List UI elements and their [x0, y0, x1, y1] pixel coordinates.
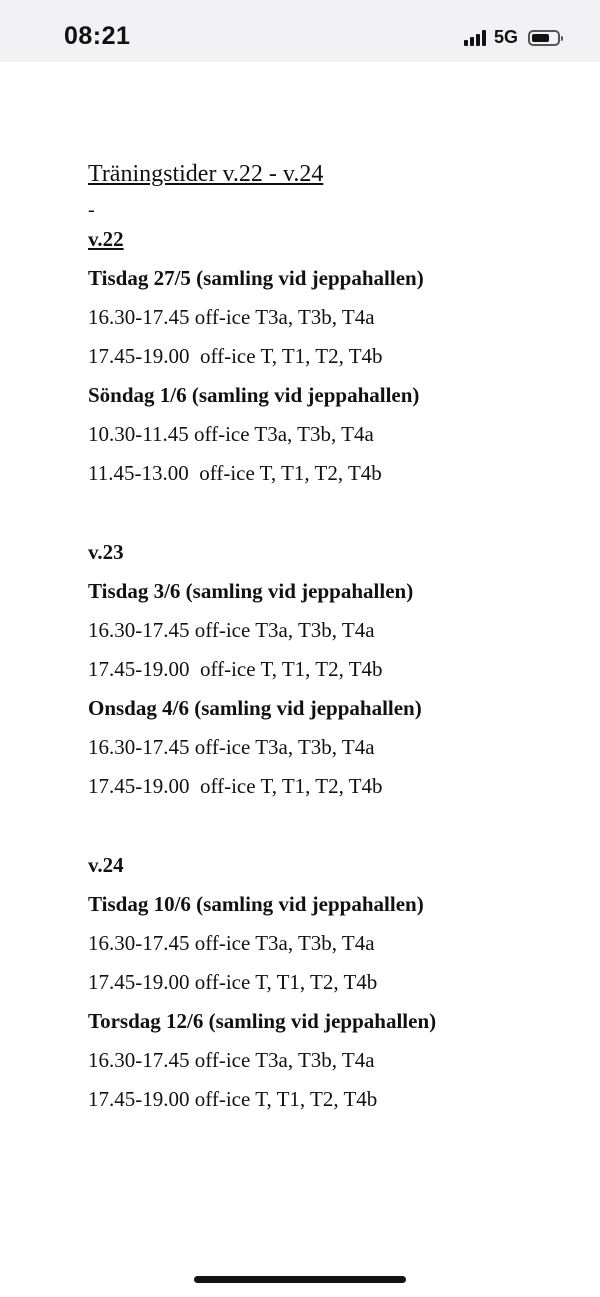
status-time: 08:21: [64, 22, 131, 50]
time-slot: 17.45-19.00 off-ice T, T1, T2, T4b: [88, 774, 383, 798]
day-heading: Tisdag 27/5 (samling vid jeppahallen): [88, 266, 424, 290]
day-heading: Tisdag 10/6 (samling vid jeppahallen): [88, 892, 424, 916]
time-slot: 16.30-17.45 off-ice T3a, T3b, T4a: [88, 931, 375, 955]
time-slot: 16.30-17.45 off-ice T3a, T3b, T4a: [88, 618, 375, 642]
week-section: [88, 846, 568, 1119]
day-heading: Söndag 1/6 (samling vid jeppahallen): [88, 383, 420, 407]
time-slot: 17.45-19.00 off-ice T, T1, T2, T4b: [88, 970, 378, 994]
week-spacer: [88, 806, 568, 846]
document-title: Träningstider v.22 - v.24: [88, 161, 324, 187]
battery-icon: [528, 30, 560, 46]
day-heading: Tisdag 3/6 (samling vid jeppahallen): [88, 579, 414, 603]
time-slot: 17.45-19.00 off-ice T, T1, T2, T4b: [88, 657, 383, 681]
time-slot: 11.45-13.00 off-ice T, T1, T2, T4b: [88, 461, 382, 485]
status-bar: [0, 0, 600, 62]
home-indicator[interactable]: [194, 1276, 406, 1283]
week-section: [88, 220, 568, 493]
separator-dash: -: [88, 199, 95, 221]
network-type-label: 5G: [493, 27, 518, 47]
time-slot: 17.45-19.00 off-ice T, T1, T2, T4b: [88, 1087, 378, 1111]
day-heading: Onsdag 4/6 (samling vid jeppahallen): [88, 696, 422, 720]
document-body: [88, 156, 568, 1119]
battery-level-fill: [532, 34, 549, 42]
time-slot: 17.45-19.00 off-ice T, T1, T2, T4b: [88, 344, 383, 368]
cellular-signal-icon: [464, 30, 486, 46]
week-spacer: [88, 493, 568, 533]
time-slot: 16.30-17.45 off-ice T3a, T3b, T4a: [88, 305, 375, 329]
day-heading: Torsdag 12/6 (samling vid jeppahallen): [88, 1009, 437, 1033]
week-section: [88, 533, 568, 806]
time-slot: 16.30-17.45 off-ice T3a, T3b, T4a: [88, 1048, 375, 1072]
week-heading: v.22: [88, 227, 124, 251]
time-slot: 10.30-11.45 off-ice T3a, T3b, T4a: [88, 422, 374, 446]
status-indicators: [464, 27, 560, 48]
week-heading: v.23: [88, 540, 124, 564]
time-slot: 16.30-17.45 off-ice T3a, T3b, T4a: [88, 735, 375, 759]
week-heading: v.24: [88, 853, 124, 877]
